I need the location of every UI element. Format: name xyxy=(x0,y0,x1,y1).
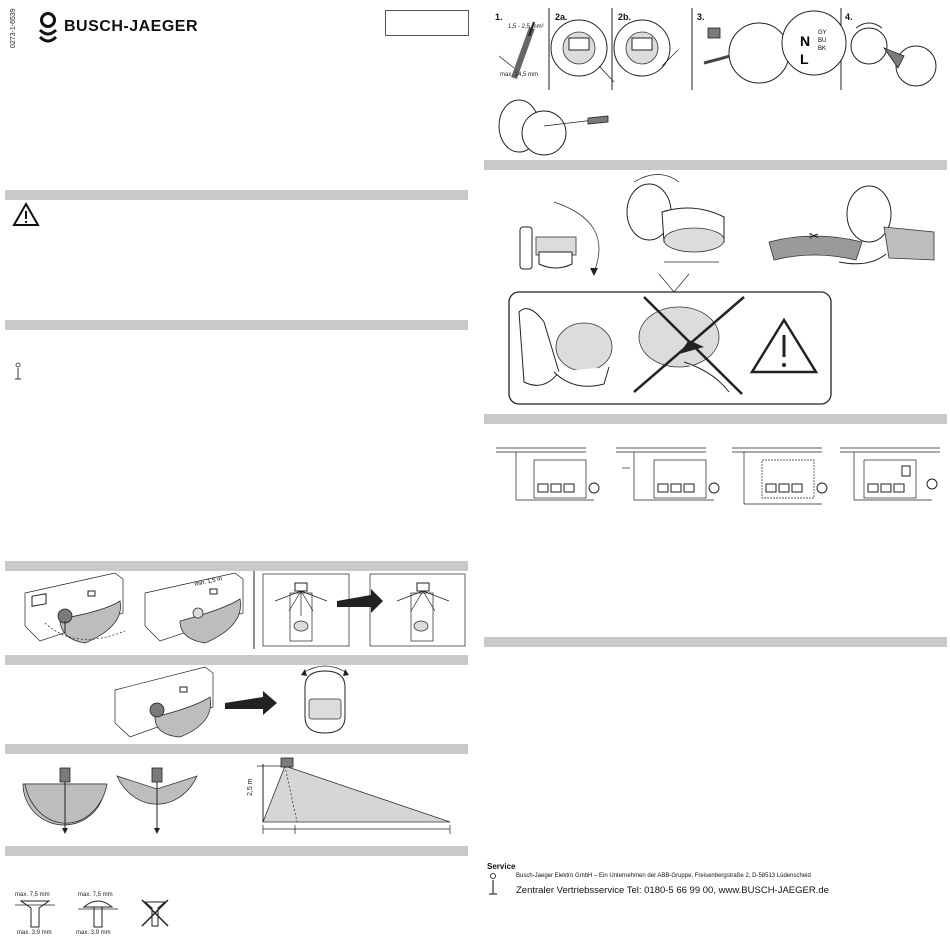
section-bar-adjustment xyxy=(484,160,947,170)
section-bar-placement xyxy=(5,561,468,571)
svg-text:GY: GY xyxy=(818,30,827,36)
svg-text:BK: BK xyxy=(818,46,827,52)
svg-text:✂: ✂ xyxy=(809,229,820,243)
detection-range-diagrams xyxy=(5,754,468,840)
article-number-box xyxy=(385,10,469,36)
svg-text:L: L xyxy=(800,51,809,67)
screw-a-head-label: max. 7,5 mm xyxy=(15,892,50,898)
wire-cross-section-label: 1,5 - 2,5 mm² xyxy=(508,24,544,30)
service-company-line: Busch-Jaeger Elektro GmbH – Ein Unternehmen der ABB-Gruppe, Freisenbergstraße 2, D-58513 Lüdenscheid xyxy=(516,873,811,879)
wrong-screw-crossed-icon xyxy=(140,898,170,928)
section-bar-wiring xyxy=(484,414,947,424)
step-label-1: 1. xyxy=(495,12,503,22)
screw-b-head-label: max. 7,5 mm xyxy=(78,892,113,898)
logo-icon xyxy=(37,12,59,46)
step-label-2b: 2b. xyxy=(618,12,632,22)
mounting-height-label: 2,5 m xyxy=(247,778,254,796)
mounting-steps-illustration xyxy=(484,8,947,158)
section-bar-safety xyxy=(5,190,468,200)
service-title: Service xyxy=(487,862,516,871)
step-label-3: 3. xyxy=(697,12,705,22)
info-icon xyxy=(14,362,22,380)
section-bar-info xyxy=(5,320,468,330)
adjustment-illustration xyxy=(484,172,947,410)
section-bar-screws xyxy=(5,846,468,856)
svg-text:N: N xyxy=(800,33,811,49)
section-bar-orientation xyxy=(5,655,468,665)
svg-text:BU: BU xyxy=(818,38,827,44)
service-hotline: Zentraler Vertriebsservice Tel: 0180-5 66 99 00, www.BUSCH-JAEGER.de xyxy=(516,885,829,896)
section-bar-technical-data xyxy=(484,637,947,647)
orientation-illustrations xyxy=(5,665,468,740)
warning-icon xyxy=(12,202,40,227)
info-icon xyxy=(487,872,499,896)
section-bar-detection-range xyxy=(5,744,468,754)
svg-text:min. 1,5 m: min. 1,5 m xyxy=(194,576,223,588)
step-label-4: 4. xyxy=(845,12,853,22)
step-label-2a: 2a. xyxy=(555,12,568,22)
wiring-diagrams xyxy=(484,438,947,510)
document-code: 0273-1-6539 xyxy=(10,8,17,48)
screw-b-shank-label: max. 3,9 mm xyxy=(76,930,111,936)
screw-countersunk-icon xyxy=(15,899,55,929)
strip-length-label: max. 14,5 mm xyxy=(500,72,539,78)
placement-illustrations xyxy=(5,571,468,651)
screw-a-shank-label: max. 3,9 mm xyxy=(17,930,52,936)
screw-panhead-icon xyxy=(78,899,118,929)
brand-name: BUSCH-JAEGER xyxy=(64,18,199,35)
